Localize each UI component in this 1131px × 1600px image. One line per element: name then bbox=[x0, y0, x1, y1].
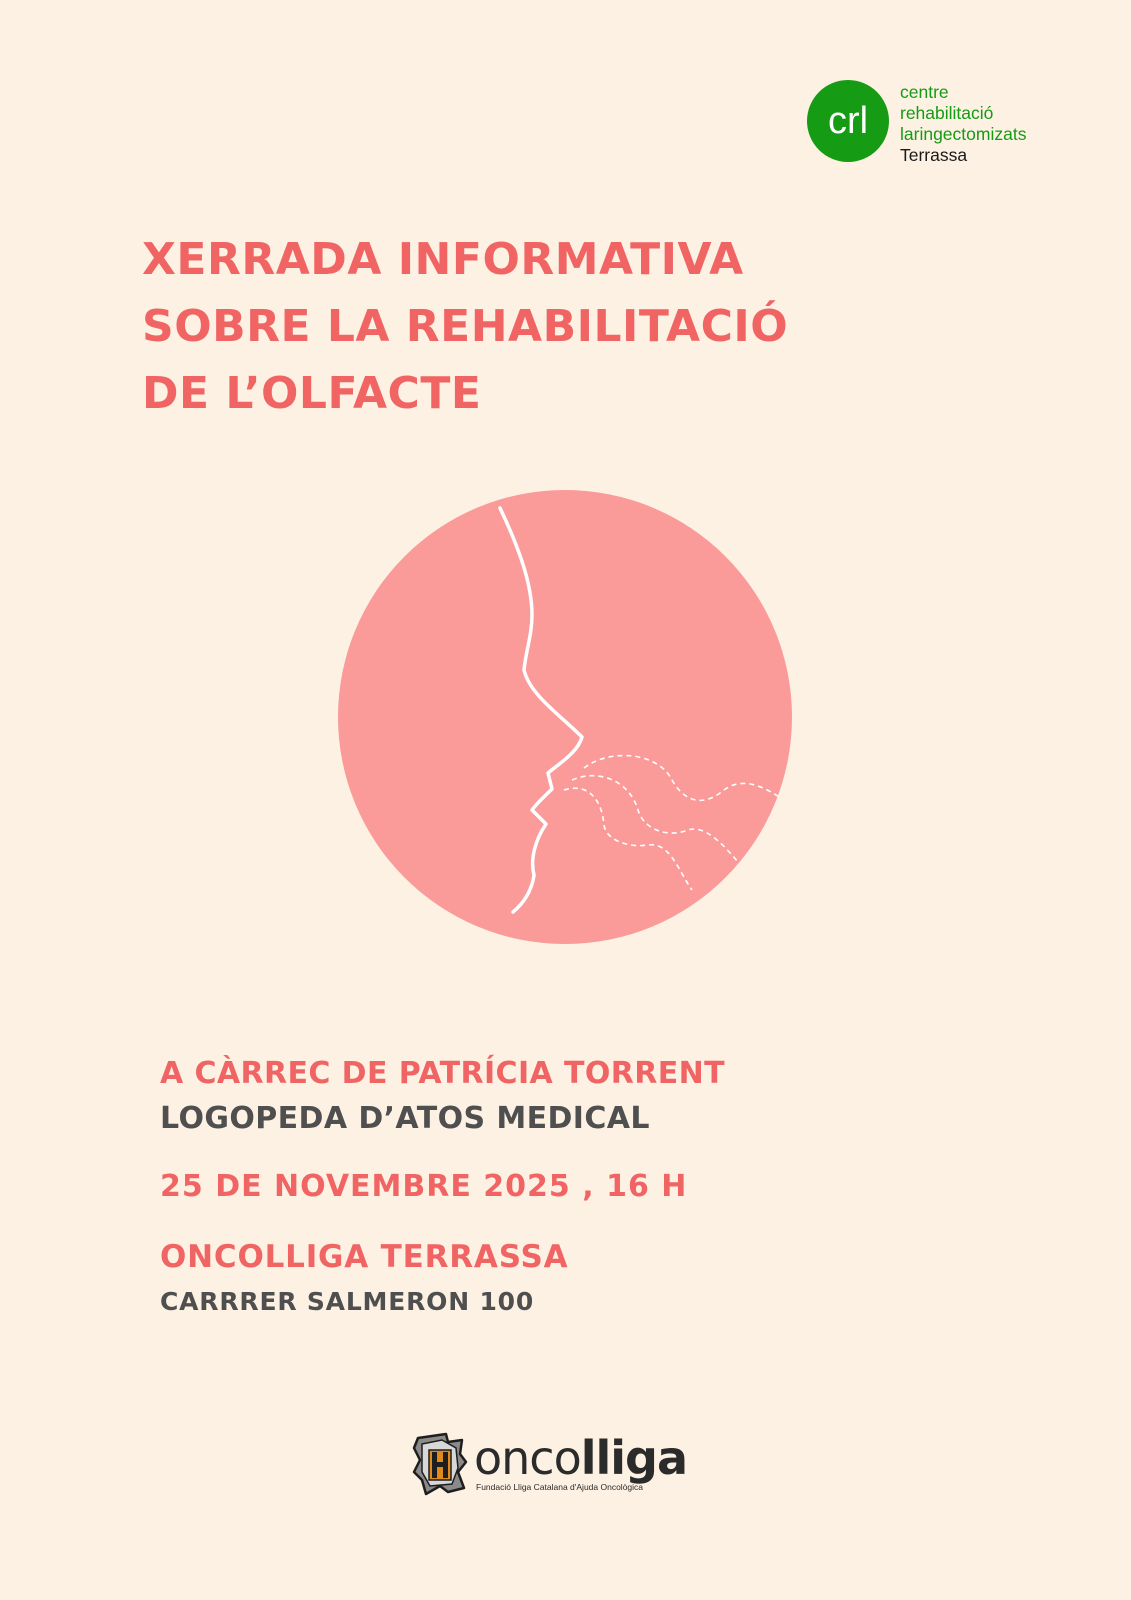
title-line-3: DE L’OLFACTE bbox=[142, 368, 482, 419]
title-line-2: SOBRE LA REHABILITACIÓ bbox=[142, 301, 789, 352]
crl-logo bbox=[807, 80, 1067, 170]
face-profile-smelling-icon bbox=[338, 490, 792, 944]
title-line-1: XERRADA INFORMATIVA bbox=[142, 234, 744, 285]
oncolliga-word-lliga: lliga bbox=[580, 1431, 688, 1485]
oncolliga-logo bbox=[412, 1430, 732, 1500]
event-address: CARRRER SALMERON 100 bbox=[160, 1287, 535, 1316]
oncolliga-wordmark bbox=[474, 1430, 687, 1486]
speaker-role: LOGOPEDA D’ATOS MEDICAL bbox=[160, 1101, 650, 1136]
crl-logo-mark: crl bbox=[807, 80, 889, 162]
crl-logo-text bbox=[900, 82, 1026, 166]
event-datetime: 25 DE NOVEMBRE 2025 , 16 H bbox=[160, 1169, 688, 1204]
illustration-circle bbox=[338, 490, 792, 944]
page-title bbox=[142, 226, 788, 427]
oncolliga-mark-icon bbox=[412, 1432, 468, 1496]
event-venue: ONCOLLIGA TERRASSA bbox=[160, 1239, 569, 1275]
crl-logo-line-4: Terrassa bbox=[900, 145, 968, 165]
speaker-name: A CÀRREC DE PATRÍCIA TORRENT bbox=[160, 1056, 726, 1091]
crl-logo-line-2: rehabilitació bbox=[900, 103, 994, 123]
oncolliga-word-onco: onco bbox=[474, 1431, 581, 1485]
crl-logo-line-1: centre bbox=[900, 82, 949, 102]
oncolliga-subtitle: Fundació Lliga Catalana d'Ajuda Oncològica bbox=[476, 1482, 644, 1492]
crl-logo-line-3: laringectomizats bbox=[900, 124, 1027, 144]
